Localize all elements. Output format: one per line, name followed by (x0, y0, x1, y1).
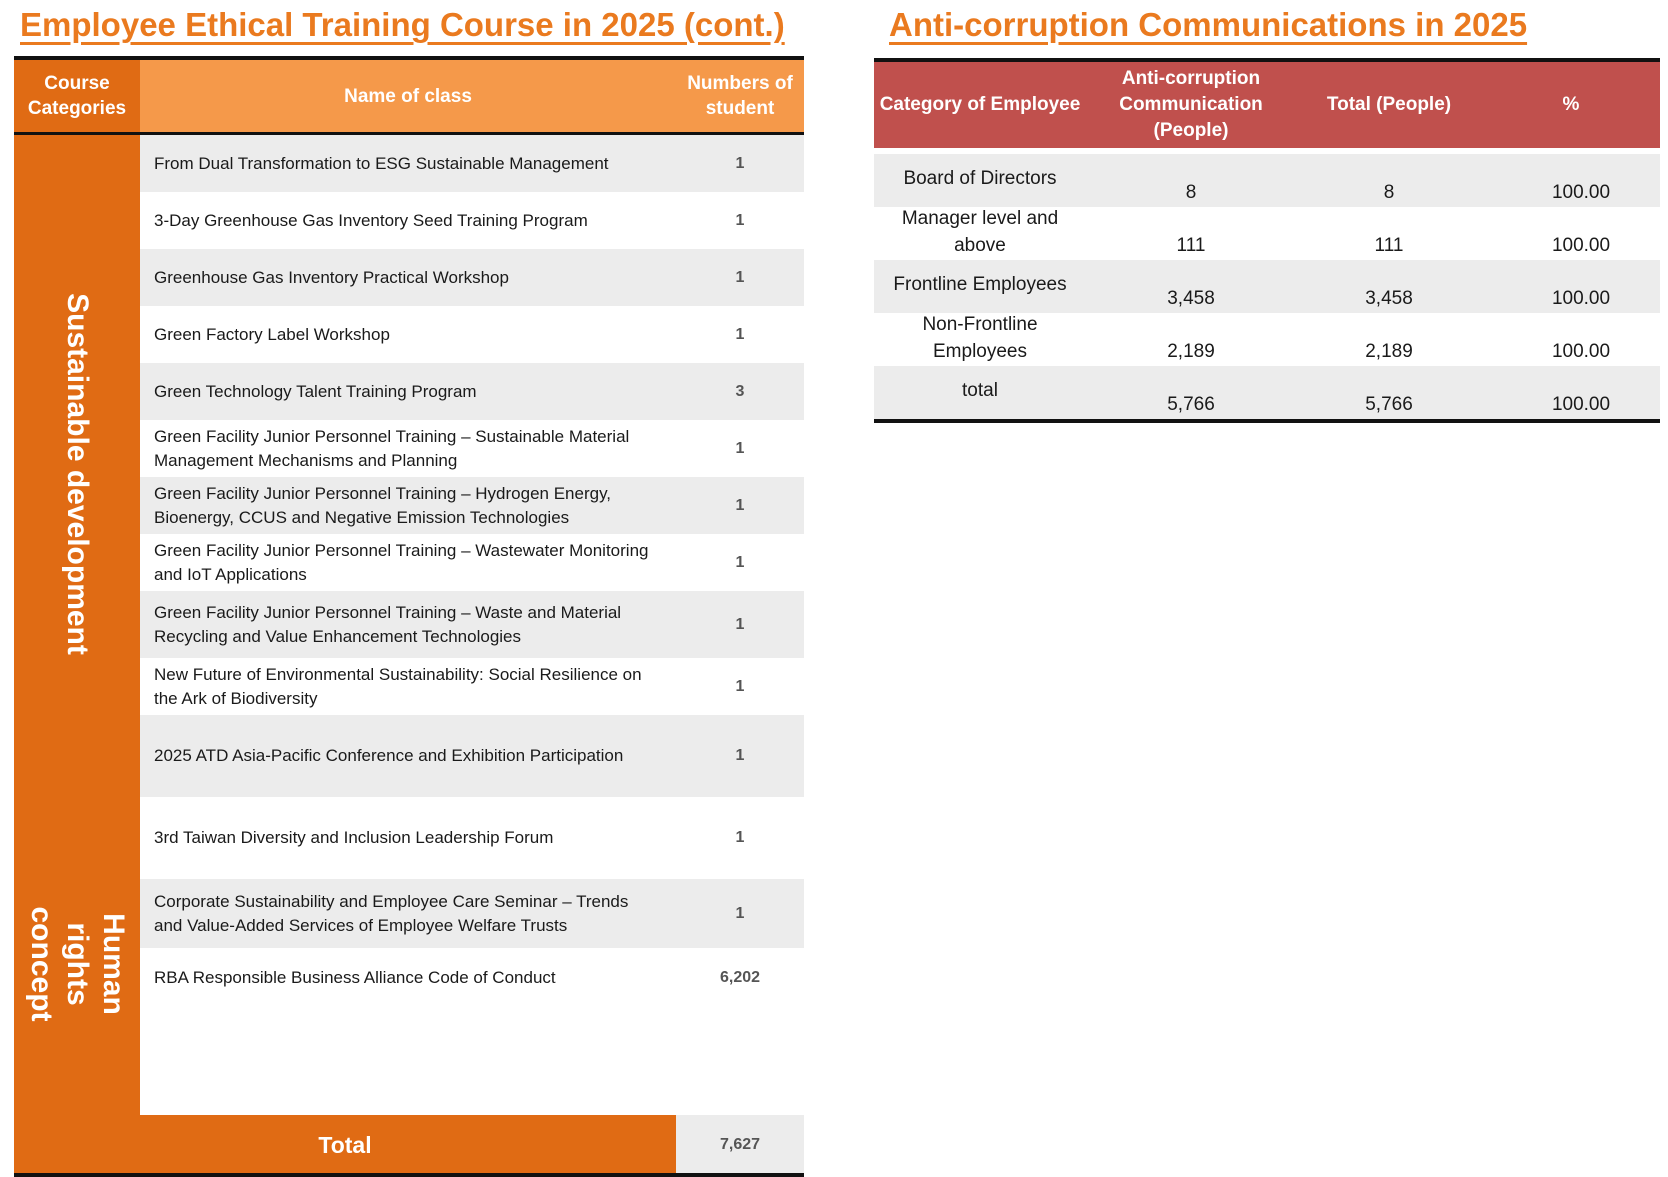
class-name: 3rd Taiwan Diversity and Inclusion Leadership Forum (154, 828, 554, 847)
class-name: Green Facility Junior Personnel Training – Waste and Material Recycling and Value Enhancement Technologies (154, 602, 622, 646)
total-count: 8 (1383, 182, 1395, 203)
table-row-total (874, 366, 1660, 419)
table-row (140, 477, 804, 534)
category-label: Sustainable development (61, 293, 94, 655)
table-header (874, 62, 1660, 148)
table-bottom-rule (14, 1173, 804, 1177)
percent-value: 100.00 (1551, 288, 1611, 309)
communication-count: 5,766 (1167, 394, 1215, 415)
header-course-categories: Course Categories (14, 60, 140, 132)
table-row (874, 154, 1660, 207)
table-row (140, 715, 804, 797)
total-count: 3,458 (1365, 288, 1413, 309)
table-row (140, 135, 804, 192)
table-row (874, 260, 1660, 313)
header-anticorruption-communication: Anti-corruption Communication (People) (1119, 68, 1263, 141)
student-count: 1 (735, 211, 745, 229)
training-table-title: Employee Ethical Training Course in 2025 (cont.) (20, 6, 785, 43)
employee-category: Non-Frontline Employees (922, 313, 1038, 362)
class-name: RBA Responsible Business Alliance Code of Conduct (154, 967, 556, 987)
student-count: 1 (735, 325, 745, 343)
table-row (140, 879, 804, 948)
header-category-of-employee: Category of Employee (879, 94, 1081, 115)
communication-count: 2,189 (1167, 341, 1215, 362)
student-count: 1 (735, 268, 745, 286)
student-count: 1 (735, 677, 745, 695)
student-count: 1 (735, 747, 745, 764)
employee-category: Frontline Employees (893, 274, 1067, 295)
table-row (140, 534, 804, 591)
table-bottom-rule (874, 419, 1660, 423)
table-row (140, 363, 804, 420)
student-count: 3 (735, 382, 745, 400)
class-name: Corporate Sustainability and Employee Care Seminar – Trends and Value-Added Services of Employee Welfare Trusts (154, 891, 629, 935)
class-name: 3-Day Greenhouse Gas Inventory Seed Training Program (154, 210, 588, 230)
table-row (140, 420, 804, 477)
table-row (874, 207, 1660, 260)
class-name: Green Facility Junior Personnel Training – Wastewater Monitoring and IoT Applications (154, 540, 649, 584)
table-row (140, 948, 804, 1007)
student-count: 1 (735, 615, 745, 633)
training-course-table (14, 56, 804, 1158)
table-row (140, 658, 804, 715)
category-label: Human rights concept (25, 906, 130, 1022)
total-count: 111 (1374, 235, 1404, 256)
table-row (874, 313, 1660, 366)
percent-value: 100.00 (1551, 235, 1611, 256)
class-name: Greenhouse Gas Inventory Practical Workshop (154, 267, 509, 287)
student-count: 1 (735, 904, 745, 922)
total-count: 2,189 (1365, 341, 1413, 362)
total-count: 5,766 (1365, 394, 1413, 415)
student-count: 6,202 (719, 968, 761, 986)
anticorruption-table-title: Anti-corruption Communications in 2025 (889, 6, 1528, 43)
employee-category: Manager level and above (901, 207, 1059, 256)
header-percent: % (1562, 94, 1580, 115)
table-row (140, 192, 804, 249)
student-count: 1 (735, 829, 745, 846)
percent-value: 100.00 (1551, 394, 1611, 415)
student-count: 1 (735, 496, 745, 514)
employee-category: total (962, 380, 998, 401)
percent-value: 100.00 (1551, 341, 1611, 362)
total-value: 7,627 (676, 1115, 804, 1175)
class-name: Green Facility Junior Personnel Training – Sustainable Material Management Mechanisms and Planning (154, 426, 630, 470)
table-row (140, 249, 804, 306)
category-sustainable-development (14, 135, 140, 813)
communication-count: 111 (1176, 235, 1206, 256)
class-name: New Future of Environmental Sustainability: Social Resilience on the Ark of Biodiversity (154, 664, 642, 708)
training-rows (140, 135, 804, 1007)
employee-category: Board of Directors (903, 168, 1057, 189)
class-name: Green Factory Label Workshop (154, 324, 390, 344)
student-count: 1 (735, 439, 745, 457)
table-row (140, 591, 804, 658)
class-name: From Dual Transformation to ESG Sustainable Management (154, 153, 609, 173)
total-label: Total (14, 1115, 676, 1175)
anticorruption-table (874, 58, 1660, 423)
table-row (140, 797, 804, 879)
class-name: 2025 ATD Asia-Pacific Conference and Exhibition Participation (154, 746, 624, 765)
header-total-people: Total (People) (1326, 94, 1452, 115)
category-human-rights (14, 813, 140, 1115)
communication-count: 3,458 (1167, 288, 1215, 309)
student-count: 1 (735, 154, 745, 172)
table-row (140, 306, 804, 363)
percent-value: 100.00 (1551, 182, 1611, 203)
header-numbers-of-student: Numbers of student (676, 60, 804, 132)
header-name-of-class: Name of class (140, 60, 676, 132)
student-count: 1 (735, 553, 745, 571)
class-name: Green Facility Junior Personnel Training – Hydrogen Energy, Bioenergy, CCUS and Negative Emission Technologies (154, 483, 612, 527)
class-name: Green Technology Talent Training Program (154, 381, 477, 401)
communication-count: 8 (1185, 182, 1197, 203)
